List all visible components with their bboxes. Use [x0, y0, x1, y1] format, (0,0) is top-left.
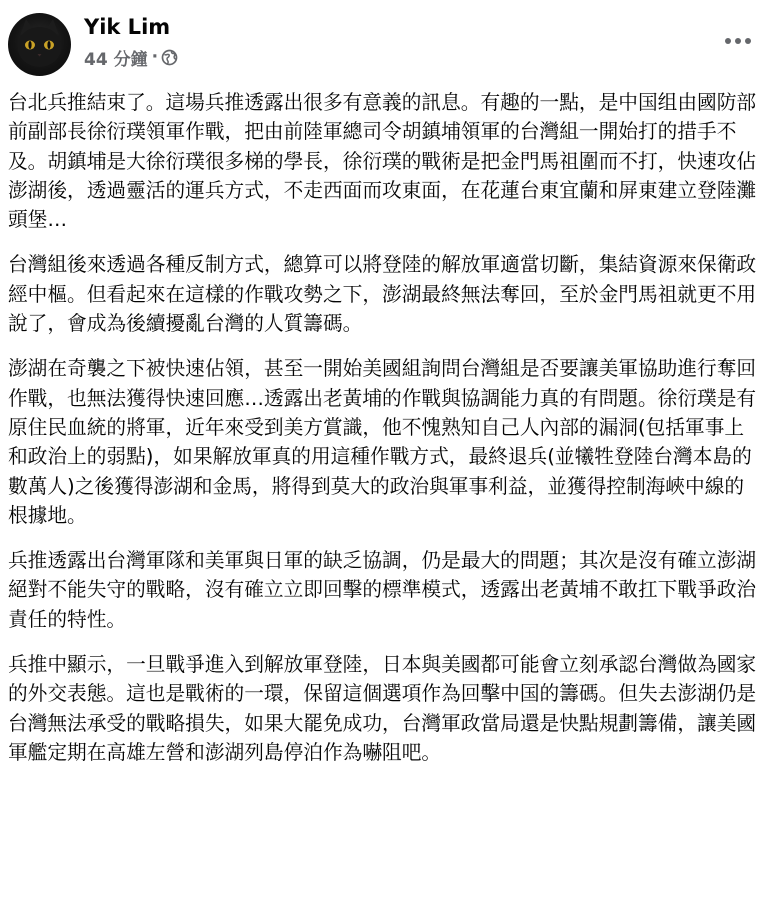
more-horizontal-icon [724, 37, 752, 45]
post-body [8, 88, 760, 783]
post-paragraph: 澎湖在奇襲之下被快速佔領，甚至一開始美國組詢問台灣組是否要讓美軍協助進行奪回作戰，也無法獲得快速回應…透露出老黃埔的作戰與協調能力真的有問題。徐衍璞是有原住民血統的將軍，近年來受到美方賞識，他不愧熟知自己人內部的漏洞(包括軍事上和政治上的弱點)，如果解放軍真的用這種作戰方式，最終退兵(並犧牲登陸台灣本島的數萬人)之後獲得澎湖和金馬，將得到莫大的政治與軍事利益，並獲得控制海峽中線的根據地。 [8, 357, 757, 527]
black-cat-avatar-icon [8, 13, 71, 76]
author-avatar[interactable] [8, 13, 71, 76]
post-paragraph: 兵推透露出台灣軍隊和美軍與日軍的缺乏協調，仍是最大的問題；其次是沒有確立澎湖絕對不能失守的戰略，沒有確立立即回擊的標準模式，透露出老黃埔不敢扛下戰爭政治責任的特性。 [8, 549, 757, 631]
post-timestamp[interactable]: 44 分鐘 [84, 49, 148, 70]
meta-separator: · [151, 47, 159, 67]
globe-icon[interactable] [161, 49, 178, 66]
post-meta [84, 46, 178, 68]
more-options-button[interactable] [720, 29, 756, 53]
author-name[interactable]: Yik Lim [84, 15, 171, 39]
post-paragraph: 台灣組後來透過各種反制方式，總算可以將登陸的解放軍適當切斷，集結資源來保衛政經中樞。但看起來在這樣的作戰攻勢之下，澎湖最終無法奪回，至於金門馬祖就更不用說了，會成為後續擾亂台灣的人質籌碼。 [8, 253, 757, 336]
post-paragraph: 台北兵推結束了。這場兵推透露出很多有意義的訊息。有趣的一點，是中国组由國防部前副部長徐衍璞領軍作戰，把由前陸軍總司令胡鎮埔領軍的台灣組一開始打的措手不及。胡鎮埔是大徐衍璞很多梯的學長，徐衍璞的戰術是把金門馬祖圍而不打，快速攻佔澎湖後，透過靈活的運兵方式，不走西面而攻東面，在花蓮台東宜蘭和屏東建立登陸灘頭堡… [8, 91, 757, 232]
post-header [8, 13, 760, 77]
post-paragraph: 兵推中顯示，一旦戰爭進入到解放軍登陸，日本與美國都可能會立刻承認台灣做為國家的外交表態。這也是戰術的一環，保留這個選項作為回擊中国的籌碼。但失去澎湖仍是台灣無法承受的戰略損失，如果大罷免成功，台灣軍政當局還是快點規劃籌備，讓美國軍艦定期在高雄左營和澎湖列島停泊作為嚇阻吧。 [8, 653, 757, 764]
